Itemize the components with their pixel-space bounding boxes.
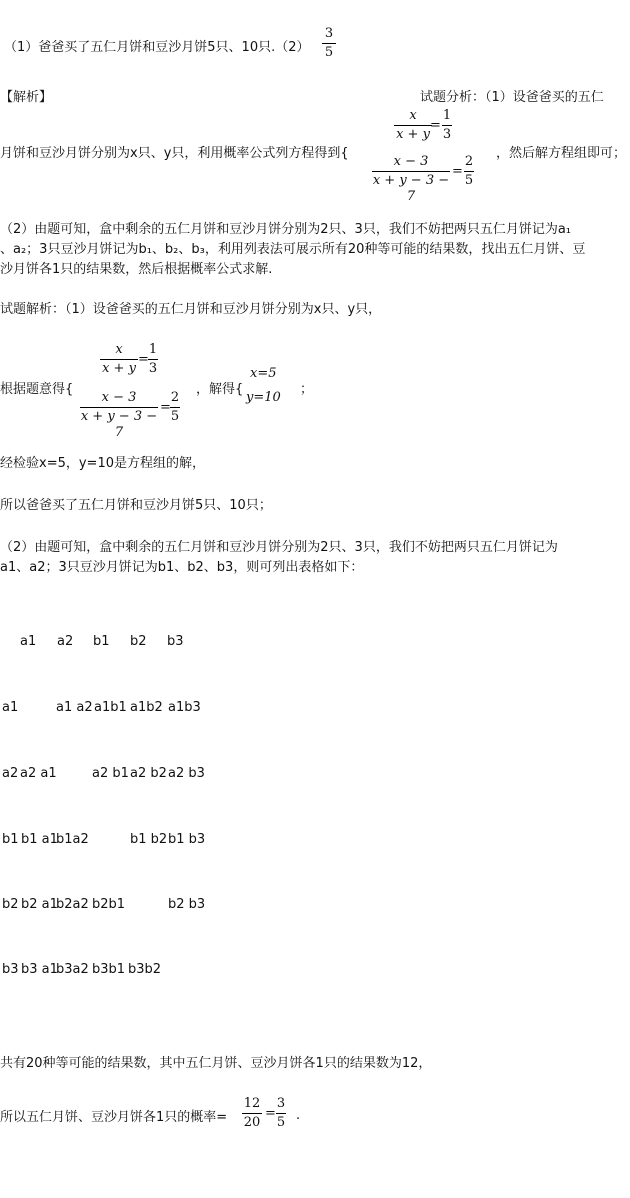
analysis-p2-line1: （2）由题可知，盒中剩余的五仁月饼和豆沙月饼分别为2只、3只，我们不妨把两只五仁月饼记为a₁ bbox=[0, 222, 571, 237]
final-frac2-num: 3 bbox=[276, 1096, 286, 1111]
answer-frac-den: 5 bbox=[324, 45, 334, 60]
analysis-eq2-num: x − 3 bbox=[393, 154, 429, 169]
part2-line1: （2）由题可知，盒中剩余的五仁月饼和豆沙月饼分别为2只、3只，我们不妨把两只五仁月饼记为 bbox=[0, 540, 558, 555]
table-cell: b2 bbox=[2, 897, 19, 912]
analysis-eq1-den: x + y bbox=[396, 127, 430, 142]
table-cell: a1b2 bbox=[130, 700, 163, 715]
solution-eq1-rden: 3 bbox=[148, 361, 158, 376]
table-cell: a1b3 bbox=[168, 700, 201, 715]
solution-y: y=10 bbox=[246, 390, 281, 405]
solution-x: x=5 bbox=[250, 366, 277, 381]
final-period: . bbox=[296, 1108, 301, 1123]
analysis-line2-b: ，然后解方程组即可； bbox=[496, 146, 627, 161]
analysis-p2-line3: 沙月饼各1只的结果数，然后根据概率公式求解. bbox=[0, 262, 273, 277]
analysis-eq2-equals: = bbox=[452, 164, 463, 179]
answer-fraction bbox=[322, 26, 336, 61]
analysis-eq1-lhs bbox=[394, 108, 432, 143]
solution-eq2-num: x − 3 bbox=[101, 390, 137, 405]
table-cell: a2 bbox=[2, 766, 19, 781]
table-cell: b2 a1 bbox=[21, 897, 58, 912]
table-cell: b1 a1 bbox=[21, 832, 58, 847]
conclusion1: 所以爸爸买了五仁月饼和豆沙月饼5只、10只； bbox=[0, 498, 272, 513]
table-cell: b2 b3 bbox=[168, 897, 206, 912]
final-fraction-1 bbox=[242, 1096, 262, 1131]
table-header-cell: b1 bbox=[93, 634, 110, 649]
table-header-cell: b3 bbox=[167, 634, 184, 649]
analysis-eq2-rden: 5 bbox=[464, 173, 474, 188]
analysis-eq1-num: x bbox=[409, 108, 417, 123]
solve-text: ，解得{ bbox=[196, 382, 244, 397]
final-frac2-den: 5 bbox=[276, 1115, 286, 1130]
total-text: 共有20种等可能的结果数，其中五仁月饼、豆沙月饼各1只的结果数为12， bbox=[0, 1056, 432, 1071]
solution-eq1-equals: = bbox=[138, 352, 149, 367]
table-cell: a2 b2 bbox=[130, 766, 167, 781]
analysis-line2-a: 月饼和豆沙月饼分别为x只、y只，利用概率公式列方程得到{ bbox=[0, 146, 349, 161]
analysis-p2-line2: 、a₂；3只豆沙月饼记为b₁、b₂、b₃，利用列表法可展示所有20种等可能的结果数，找出五仁月饼、豆 bbox=[0, 242, 586, 257]
table-cell: a1b1 bbox=[94, 700, 127, 715]
answer-text: （1）爸爸买了五仁月饼和豆沙月饼5只、10只.（2） bbox=[4, 40, 310, 55]
analysis-eq2-rnum: 2 bbox=[464, 154, 474, 169]
solution-eq1-rhs bbox=[148, 342, 158, 377]
table-cell: b1a2 bbox=[56, 832, 89, 847]
table-cell: b1 bbox=[2, 832, 19, 847]
table-cell: a1 a2 bbox=[56, 700, 93, 715]
solution-eq2-rden: 5 bbox=[170, 409, 180, 424]
solution-eq2-den: x + y − 3 − 7 bbox=[80, 409, 158, 440]
table-cell: a2 a1 bbox=[20, 766, 57, 781]
table-cell: a1 bbox=[2, 700, 19, 715]
final-frac1-den: 20 bbox=[243, 1115, 261, 1130]
solution-eq1-num: x bbox=[115, 342, 123, 357]
table-cell: b1 b2 bbox=[130, 832, 168, 847]
analysis-eq2-rhs bbox=[464, 154, 474, 189]
analysis-eq1-rhs bbox=[442, 108, 452, 143]
final-frac1-num: 12 bbox=[243, 1096, 261, 1111]
table-cell: b3b1 bbox=[92, 962, 126, 977]
table-header-cell: a1 bbox=[20, 634, 37, 649]
verify-text: 经检验x=5，y=10是方程组的解， bbox=[0, 456, 205, 471]
semicolon: ； bbox=[300, 382, 314, 397]
table-cell: a2 b1 bbox=[92, 766, 129, 781]
solution-eq1-lhs bbox=[100, 342, 138, 377]
analysis-eq1-equals: = bbox=[430, 118, 441, 133]
answer-frac-num: 3 bbox=[324, 26, 334, 41]
solution-eq2-rhs bbox=[170, 390, 180, 425]
solution-head: 试题解析：（1）设爸爸买的五仁月饼和豆沙月饼分别为x只、y只， bbox=[0, 302, 382, 317]
table-cell: b3 bbox=[2, 962, 19, 977]
table-cell: b3a2 bbox=[56, 962, 89, 977]
analysis-tag: 【解析】 bbox=[0, 90, 53, 105]
analysis-eq2-den: x + y − 3 − 7 bbox=[372, 173, 450, 204]
table-cell: b2b1 bbox=[92, 897, 126, 912]
final-text: 所以五仁月饼、豆沙月饼各1只的概率= bbox=[0, 1110, 228, 1125]
solution-eq1-den: x + y bbox=[102, 361, 136, 376]
solution-eq1-rnum: 1 bbox=[148, 342, 158, 357]
analysis-eq2-lhs bbox=[372, 154, 450, 205]
final-fraction-2 bbox=[276, 1096, 286, 1131]
part2-line2: a1、a2；3只豆沙月饼记为b1、b2、b3，则可列出表格如下： bbox=[0, 560, 364, 575]
solution-eq2-lhs bbox=[80, 390, 158, 441]
table-cell: b2a2 bbox=[56, 897, 89, 912]
solution-eq2-rnum: 2 bbox=[170, 390, 180, 405]
table-header-cell: a2 bbox=[57, 634, 74, 649]
analysis-eq1-rnum: 1 bbox=[442, 108, 452, 123]
table-cell: a2 b3 bbox=[168, 766, 205, 781]
analysis-eq1-rden: 3 bbox=[442, 127, 452, 142]
solution-eq2-equals: = bbox=[160, 400, 171, 415]
final-equals: = bbox=[265, 1106, 276, 1121]
by-meaning-text: 根据题意得{ bbox=[0, 382, 74, 397]
table-cell: b3 a1 bbox=[21, 962, 58, 977]
table-header-cell: b2 bbox=[130, 634, 147, 649]
table-cell: b1 b3 bbox=[168, 832, 206, 847]
table-cell: b3b2 bbox=[128, 962, 162, 977]
analysis-head: 试题分析：（1）设爸爸买的五仁 bbox=[420, 90, 604, 105]
